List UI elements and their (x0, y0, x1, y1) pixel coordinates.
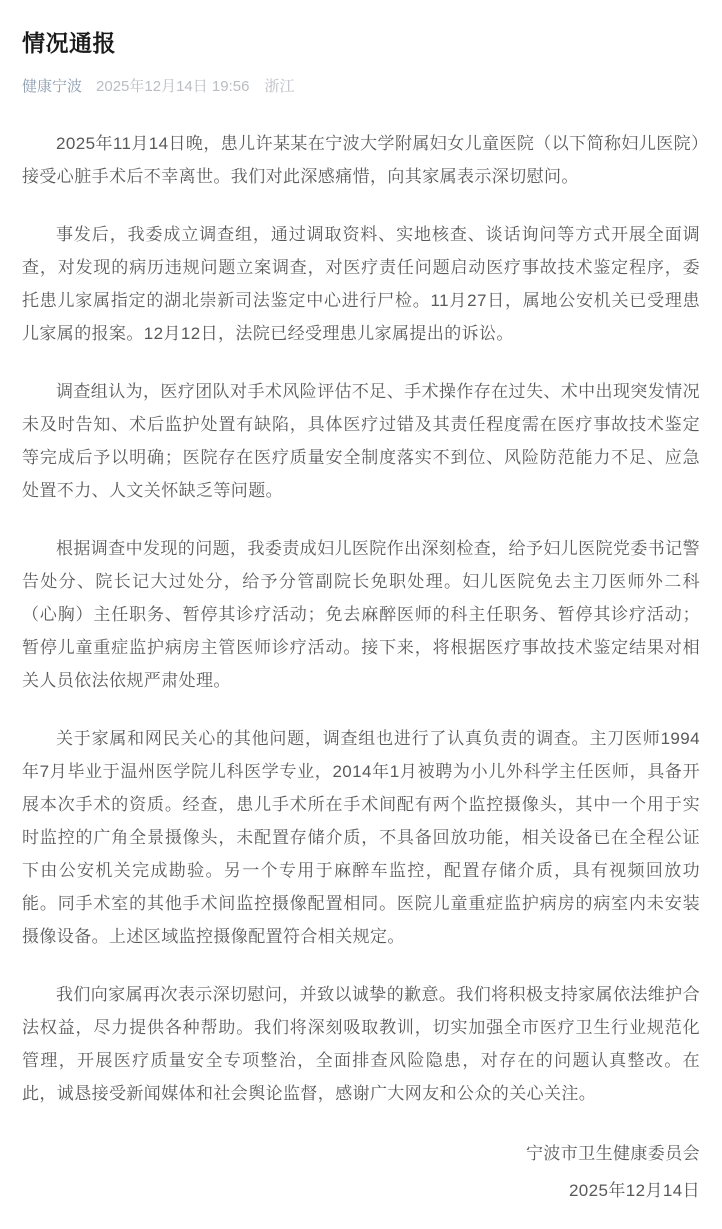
article-paragraph-5: 关于家属和网民关心的其他问题，调查组也进行了认真负责的调查。主刀医师1994年7月毕业于温州医学院儿科医学专业，2014年1月被聘为小儿外科学主任医师，具备开展本次手术的资质。经查，患儿手术所在手术间配有两个监控摄像头，其中一个用于实时监控的广角全景摄像头，未配置存储介质，不具备回放功能，相关设备已在全程公证下由公安机关完成勘验。另一个专用于麻醉车监控，配置存储介质，具有视频回放功能。同手术室的其他手术间监控摄像配置相同。医院儿童重症监护病房的病室内未安装摄像设备。上述区域监控摄像配置符合相关规定。 (22, 729, 700, 947)
article-body (22, 127, 700, 1209)
article-page (22, 27, 700, 1209)
signature-author: 宁波市卫生健康委员会 (526, 1144, 700, 1164)
article-paragraph-6: 我们向家属再次表示深切慰问，并致以诚挚的歉意。我们将积极支持家属依法维护合法权益，尽力提供各种帮助。我们将深刻吸取教训，切实加强全市医疗卫生行业规范化管理，开展医疗质量安全专项整治，全面排查风险隐患，对存在的问题认真整改。在此，诚恳接受新闻媒体和社会舆论监督，感谢广大网友和公众的关心关注。 (22, 985, 700, 1104)
signature-date: 2025年12月14日 (568, 1181, 700, 1201)
article-paragraph-3: 调查组认为，医疗团队对手术风险评估不足、手术操作存在过失、术中出现突发情况未及时告知、术后监护处置有缺陷，具体医疗过错及其责任程度需在医疗事故技术鉴定等完成后予以明确；医院存在医疗质量安全制度落实不到位、风险防范能力不足、应急处置不力、人文关怀缺乏等问题。 (22, 382, 700, 501)
account-link[interactable]: 健康宁波 (22, 78, 83, 96)
publish-location: 浙江 (264, 78, 295, 96)
article-paragraph-2: 事发后，我委成立调查组，通过调取资料、实地核查、谈话询问等方式开展全面调查，对发现的病历违规问题立案调查，对医疗责任问题启动医疗事故技术鉴定程序，委托患儿家属指定的湖北崇新司法鉴定中心进行尸检。11月27日，属地公安机关已受理患儿家属的报案。12月12日，法院已经受理患儿家属提出的诉讼。 (22, 225, 700, 344)
article-paragraph-1: 2025年11月14日晚，患儿许某某在宁波大学附属妇女儿童医院（以下简称妇儿医院）接受心脏手术后不幸离世。我们对此深感痛惜，向其家属表示深切慰问。 (22, 134, 700, 187)
article-paragraph-4: 根据调查中发现的问题，我委责成妇儿医院作出深刻检查，给予妇儿医院党委书记警告处分、院长记大过处分，给予分管副院长免职处理。妇儿医院免去主刀医师外二科（心胸）主任职务、暂停其诊疗活动；免去麻醉医师的科主任职务、暂停其诊疗活动；暂停儿童重症监护病房主管医师诊疗活动。接下来，将根据医疗事故技术鉴定结果对相关人员依法依规严肃处理。 (22, 539, 700, 691)
page-title: 情况通报 (22, 30, 116, 57)
byline (22, 76, 700, 98)
publish-datetime: 2025年12月14日 19:56 (96, 78, 250, 96)
signature-block (22, 1135, 700, 1209)
